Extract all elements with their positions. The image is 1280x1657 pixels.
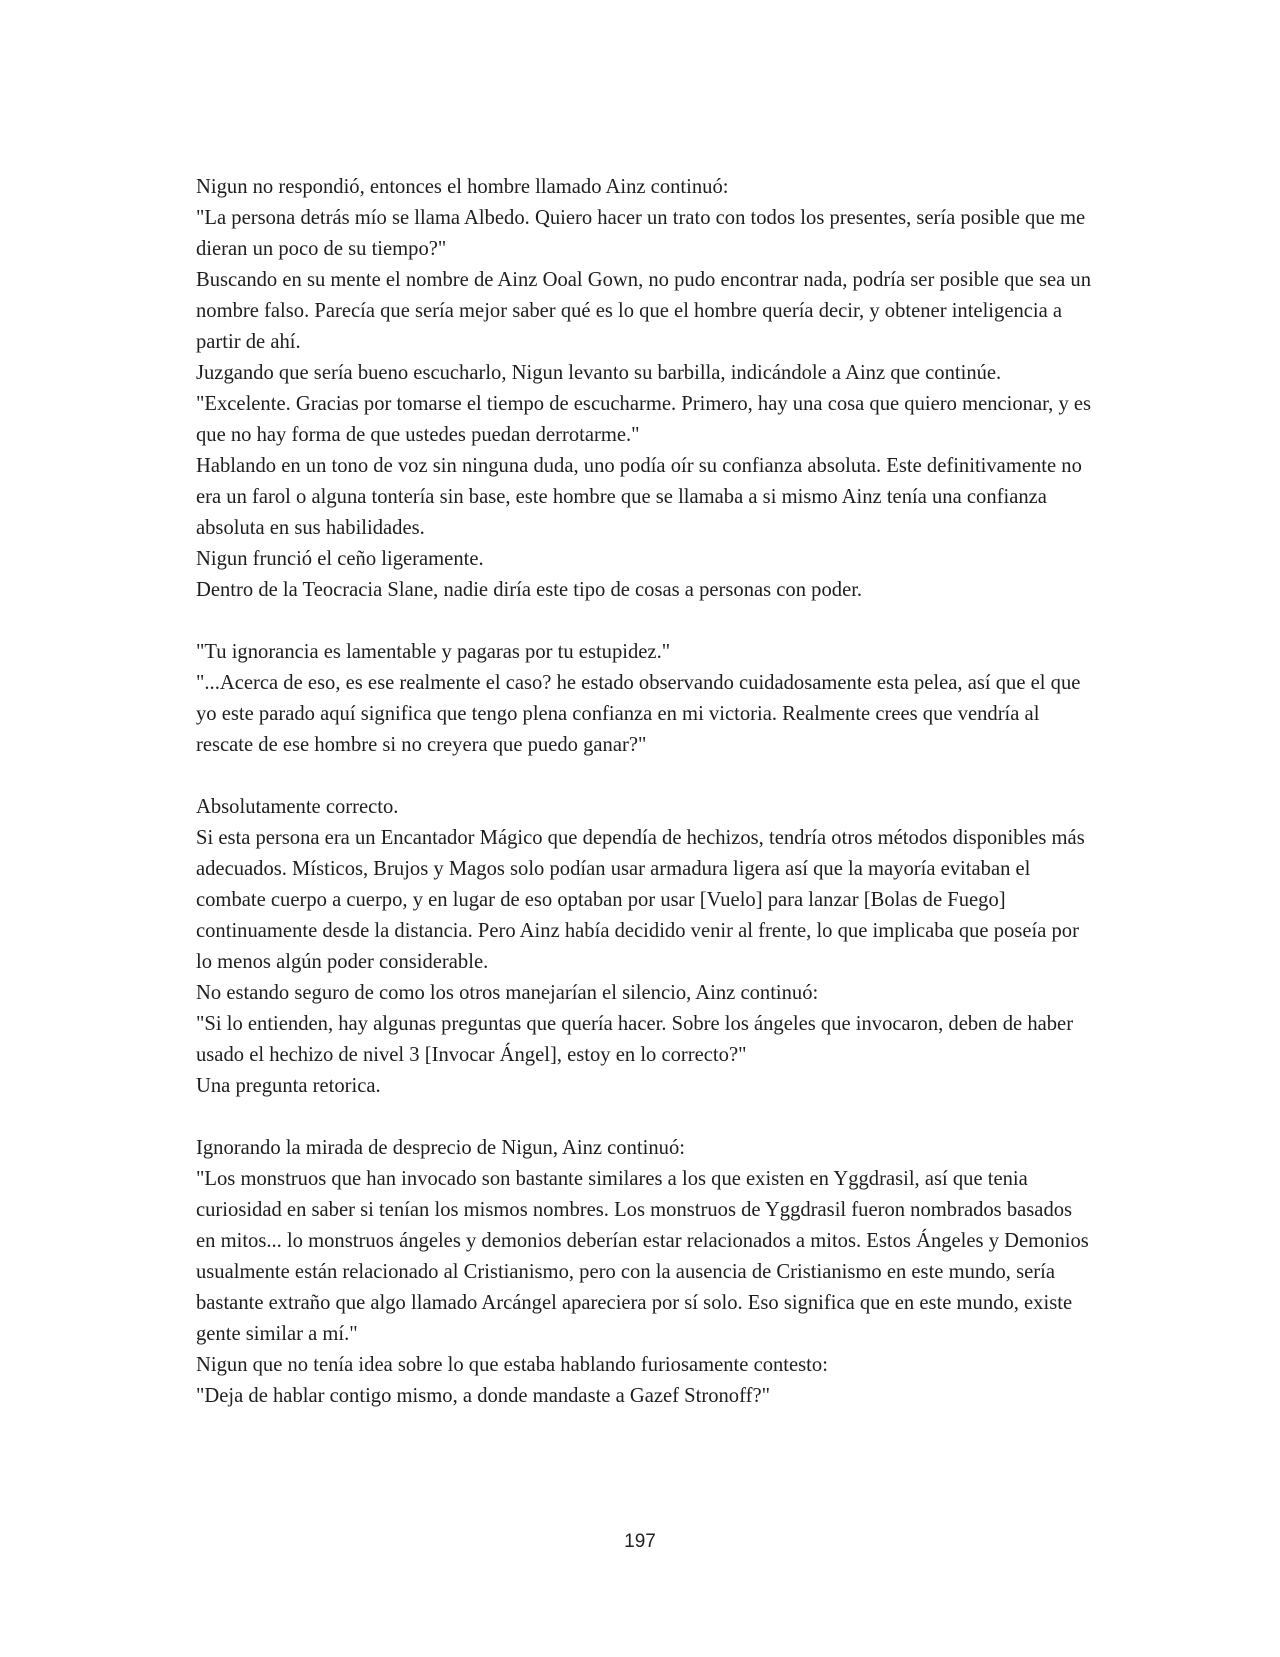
paragraph: "...Acerca de eso, es ese realmente el caso? he estado observando cuidadosamente esta pelea, así que el que yo este parado aquí significa que tengo plena confianza en mi victoria. Realmente crees que vendría al rescate de ese hombre si no creyera que puedo ganar?" xyxy=(196,672,1081,756)
paragraph: Nigun no respondió, entonces el hombre llamado Ainz continuó: xyxy=(196,176,729,198)
blank-line xyxy=(196,1102,1096,1133)
blank-line xyxy=(196,606,1096,637)
paragraph: Una pregunta retorica. xyxy=(196,1075,381,1097)
text-body xyxy=(196,172,1096,1412)
paragraph: Nigun que no tenía idea sobre lo que estaba hablando furiosamente contesto: xyxy=(196,1354,828,1376)
blank-line xyxy=(196,761,1096,792)
paragraph: Buscando en su mente el nombre de Ainz Ooal Gown, no pudo encontrar nada, podría ser posible que sea un nombre falso. Parecía que sería mejor saber qué es lo que el hombre quería decir, y obtener inteligencia a partir de ahí. xyxy=(196,269,1092,353)
paragraph: "Tu ignorancia es lamentable y pagaras por tu estupidez." xyxy=(196,641,671,663)
paragraph: "Si lo entienden, hay algunas preguntas que quería hacer. Sobre los ángeles que invocaron, deben de haber usado el hechizo de nivel 3 [Invocar Ángel], estoy en lo correcto?" xyxy=(196,1013,1074,1066)
paragraph: "Excelente. Gracias por tomarse el tiempo de escucharme. Primero, hay una cosa que quiero mencionar, y es que no hay forma de que ustedes puedan derrotarme." xyxy=(196,393,1092,446)
paragraph: "Deja de hablar contigo mismo, a donde mandaste a Gazef Stronoff?" xyxy=(196,1385,770,1407)
paragraph: Absolutamente correcto. xyxy=(196,796,399,818)
paragraph: Dentro de la Teocracia Slane, nadie diría este tipo de cosas a personas con poder. xyxy=(196,579,863,601)
paragraph: "Los monstruos que han invocado son bastante similares a los que existen en Yggdrasil, así que tenia curiosidad en saber si tenían los mismos nombres. Los monstruos de Yggdrasil fueron nombrados basados en mitos... lo monstruos ángeles y demonios deberían estar relacionados a mitos. Estos Ángeles y Demonios usualmente están relacionado al Cristianismo, pero con la ausencia de Cristianismo en este mundo, sería bastante extraño que algo llamado Arcángel apareciera por sí solo. Eso significa que en este mundo, existe gente similar a mí." xyxy=(196,1168,1089,1345)
page-number: 197 xyxy=(624,1531,656,1552)
paragraph: Juzgando que sería bueno escucharlo, Nigun levanto su barbilla, indicándole a Ainz que continúe. xyxy=(196,362,1002,384)
paragraph: No estando seguro de como los otros manejarían el silencio, Ainz continuó: xyxy=(196,982,819,1004)
paragraph: Hablando en un tono de voz sin ninguna duda, uno podía oír su confianza absoluta. Este definitivamente no era un farol o alguna tontería sin base, este hombre que se llamaba a si mismo Ainz tenía una confianza absoluta en sus habilidades. xyxy=(196,455,1082,539)
paragraph: Nigun frunció el ceño ligeramente. xyxy=(196,548,484,570)
paragraph: Si esta persona era un Encantador Mágico que dependía de hechizos, tendría otros métodos disponibles más adecuados. Místicos, Brujos y Magos solo podían usar armadura ligera así que la mayoría evitaban el combate cuerpo a cuerpo, y en lugar de eso optaban por usar [Vuelo] para lanzar [Bolas de Fuego] continuamente desde la distancia. Pero Ainz había decidido venir al frente, lo que implicaba que poseía por lo menos algún poder considerable. xyxy=(196,827,1085,973)
paragraph: "La persona detrás mío se llama Albedo. Quiero hacer un trato con todos los presentes, sería posible que me dieran un poco de su tiempo?" xyxy=(196,207,1086,260)
paragraph: Ignorando la mirada de desprecio de Nigun, Ainz continuó: xyxy=(196,1137,685,1159)
